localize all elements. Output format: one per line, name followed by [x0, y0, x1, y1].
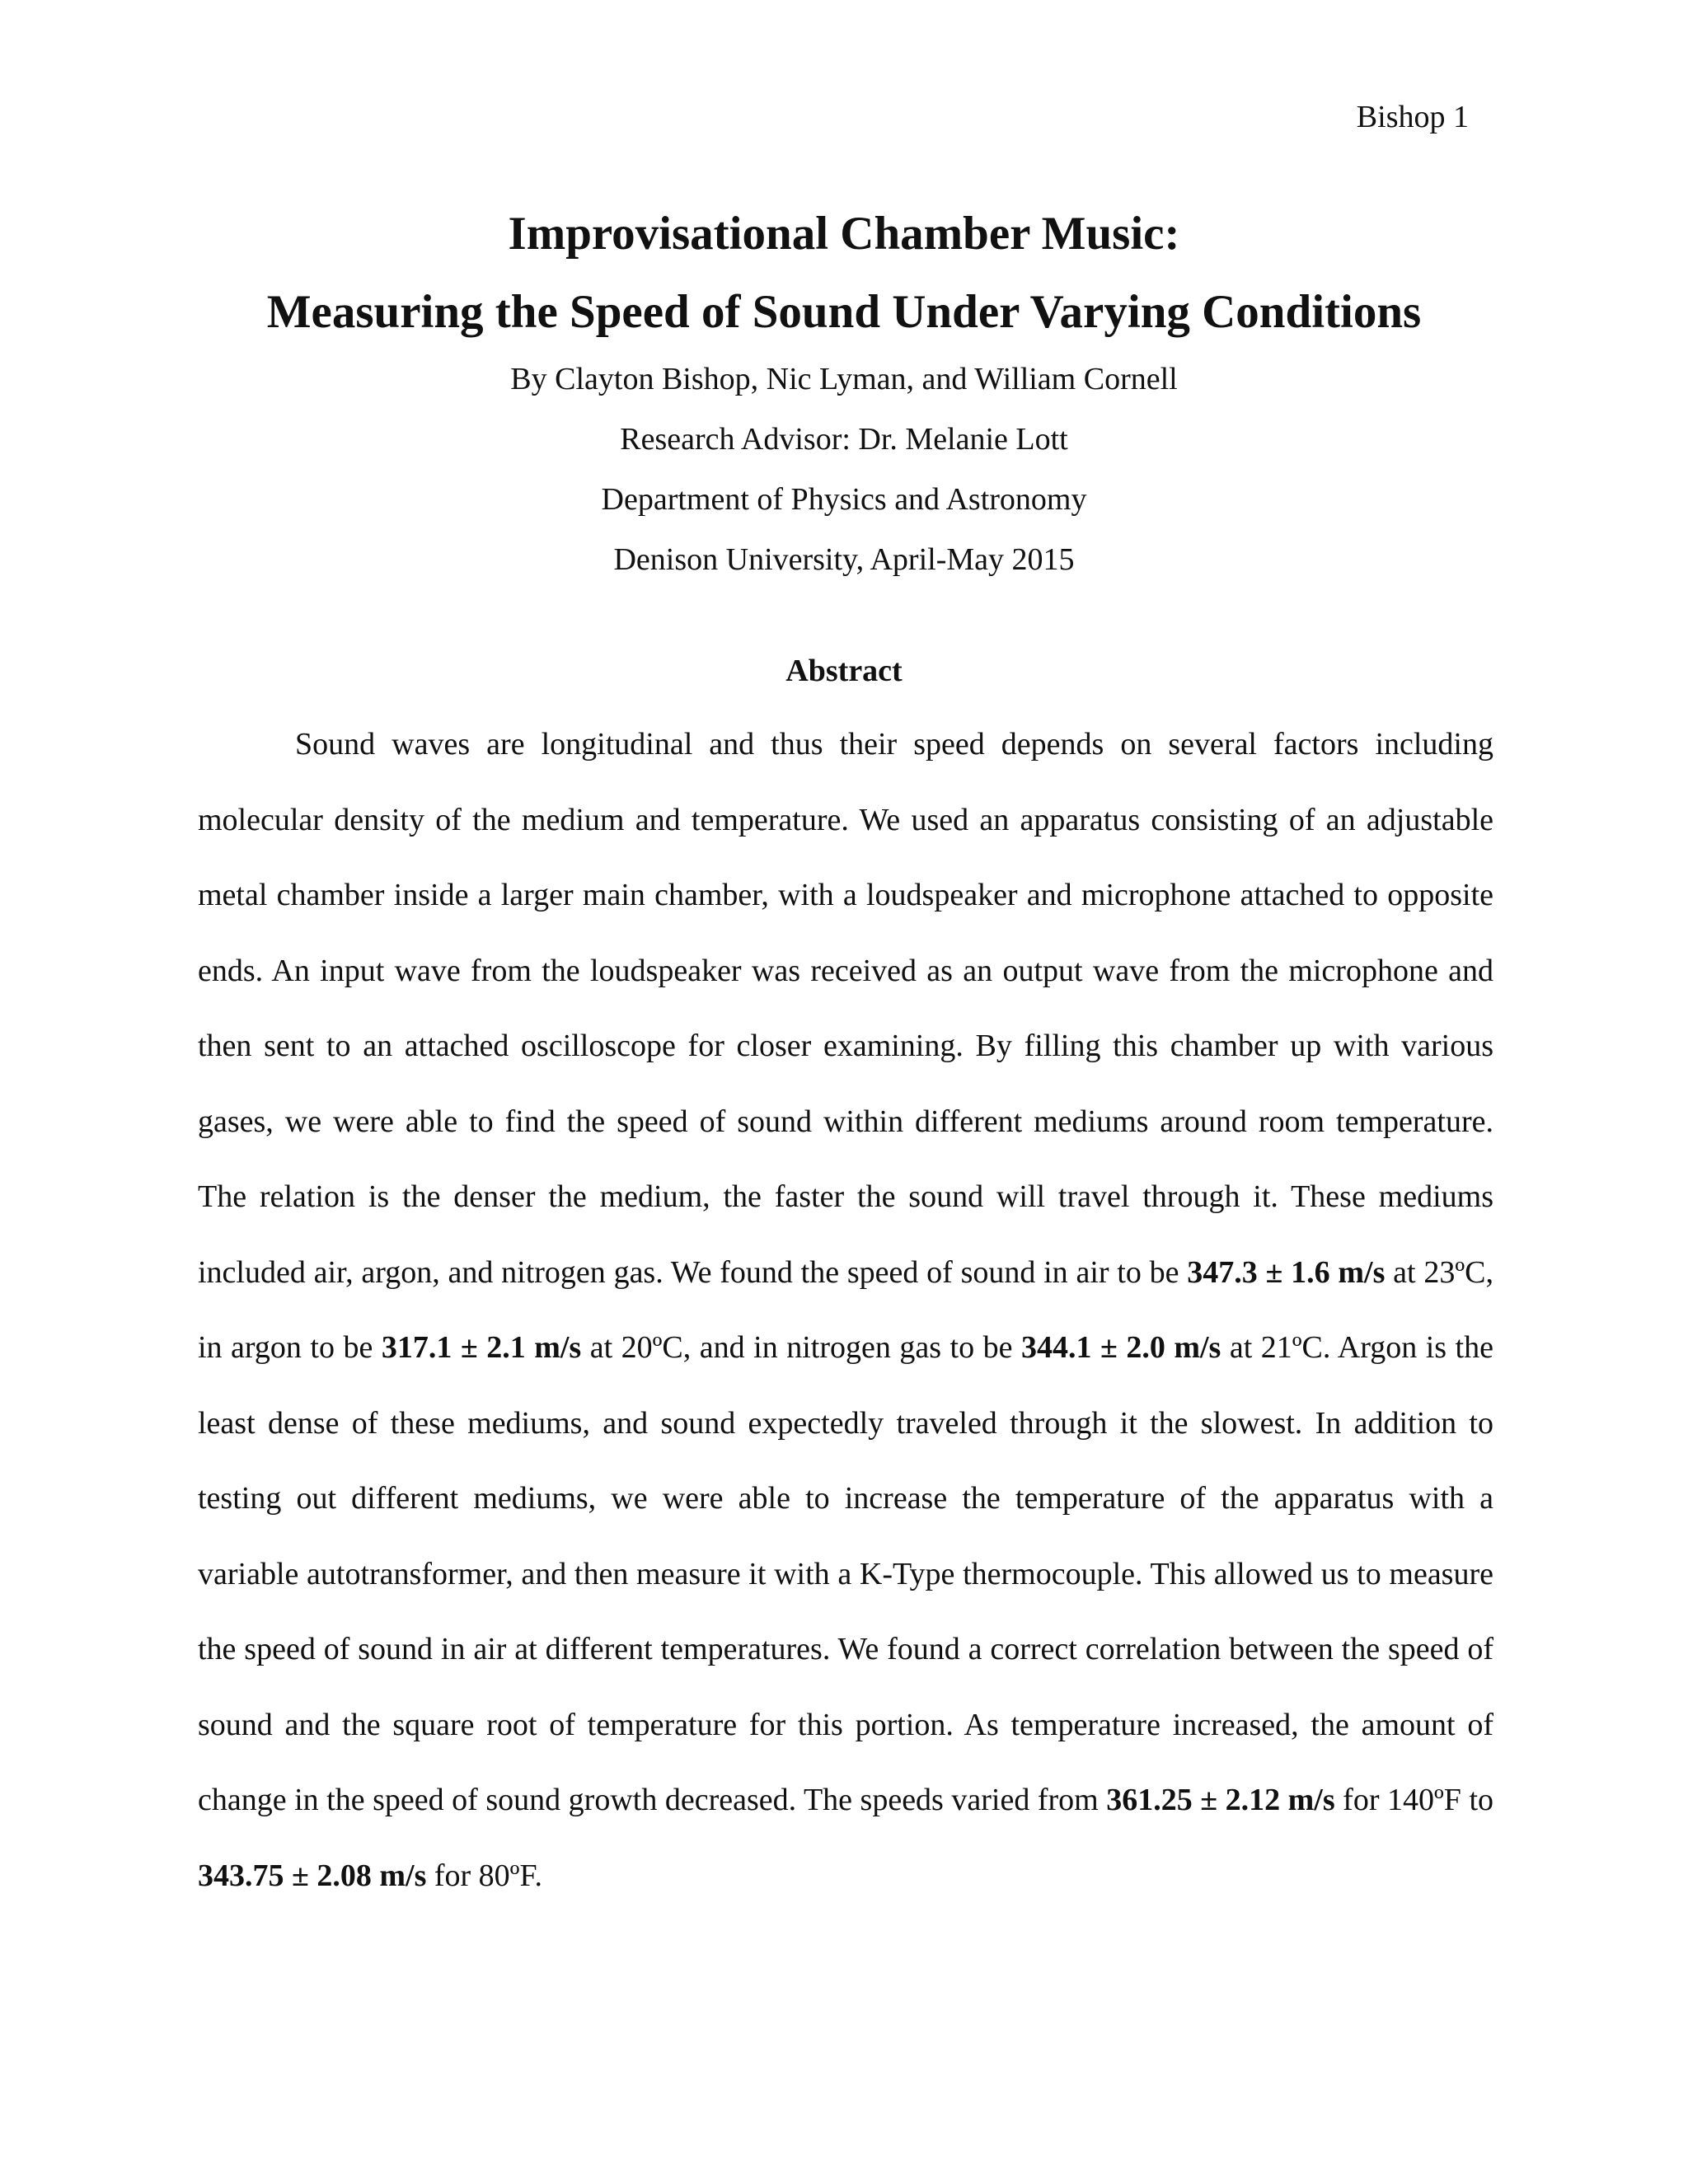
abstract-text-5: for 140ºF to	[1334, 1783, 1493, 1817]
result-nitrogen-speed: 344.1 ± 2.0 m/s	[1020, 1330, 1221, 1365]
abstract-text-4: at 21ºC. Argon is the least dense of these mediums, and sound expectedly traveled through it the slowest. In addition to testing out different mediums, we were able to increase the temperature of the apparatus with a variable autotransformer, and then measure it with a K-Type thermocouple. This allowed us to measure the speed of sound in air at different temperatures. We found a correct correlation between the speed of sound and the square root of temperature for this portion. As temperature increased, the amount of change in the speed of sound growth decreased. The speeds varied from	[198, 1330, 1493, 1817]
byline-block	[0, 349, 1688, 590]
department-line: Department of Physics and Astronomy	[601, 482, 1087, 517]
advisor-line: Research Advisor: Dr. Melanie Lott	[620, 422, 1068, 457]
abstract-text-1: Sound waves are longitudinal and thus their speed depends on several factors including molecular density of the medium and temperature. We used an apparatus consisting of an adjustable metal chamber inside a larger main chamber, with a loudspeaker and microphone attached to opposite ends. An input wave from the loudspeaker was received as an output wave from the microphone and then sent to an attached oscilloscope for closer examining. By filling this chamber up with various gases, we were able to find the speed of sound within different mediums around room temperature. The relation is the denser the medium, the faster the sound will travel through it. These mediums included air, argon, and nitrogen gas. We found the speed of sound in air to be	[198, 727, 1493, 1290]
abstract-text-3: at 20ºC, and in nitrogen gas to be	[581, 1330, 1021, 1365]
title-block	[0, 194, 1688, 351]
authors-line: By Clayton Bishop, Nic Lyman, and William Cornell	[510, 362, 1178, 396]
result-air-speed: 347.3 ± 1.6 m/s	[1187, 1254, 1386, 1290]
result-argon-speed: 317.1 ± 2.1 m/s	[381, 1330, 582, 1365]
institution-date-line: Denison University, April-May 2015	[613, 542, 1075, 577]
running-head: Bishop 1	[1356, 100, 1469, 134]
title-line-1: Improvisational Chamber Music:	[508, 208, 1180, 260]
result-speed-80f: 343.75 ± 2.08 m/s	[198, 1858, 427, 1893]
abstract-heading: Abstract	[785, 654, 903, 688]
abstract-body	[198, 707, 1493, 1914]
title-line-2: Measuring the Speed of Sound Under Varying Conditions	[266, 286, 1422, 338]
result-speed-140f: 361.25 ± 2.12 m/s	[1106, 1783, 1335, 1817]
abstract-text-2: at 23ºC, in argon to be	[198, 1254, 1493, 1365]
abstract-text-6: for 80ºF.	[426, 1858, 543, 1893]
